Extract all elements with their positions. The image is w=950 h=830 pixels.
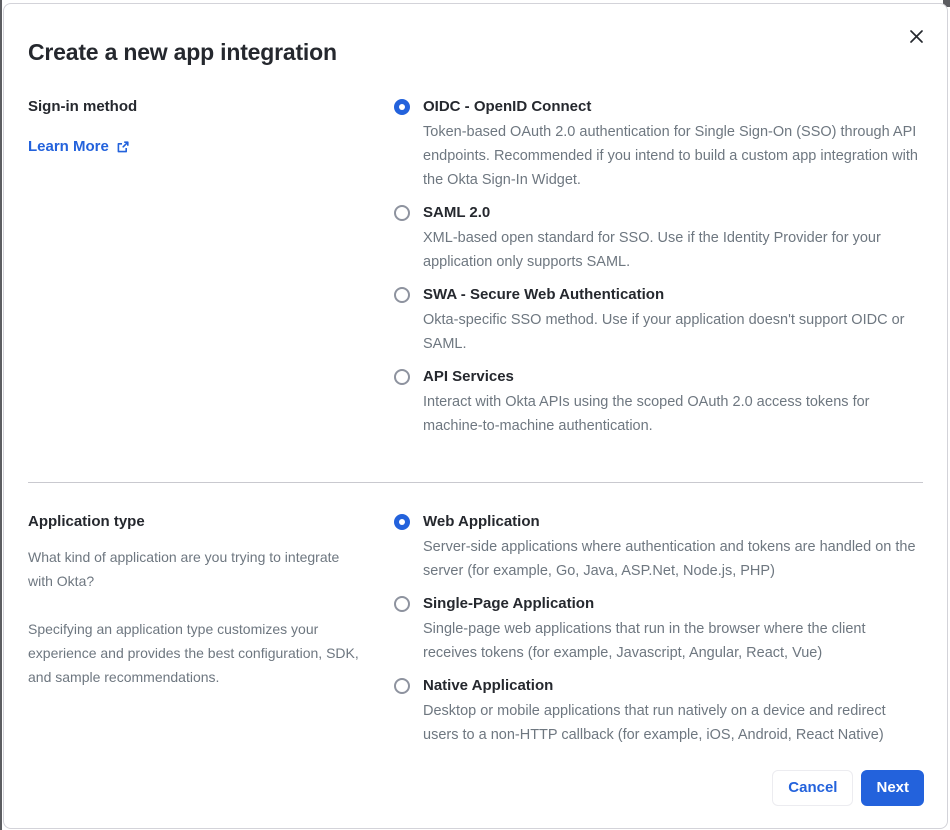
option-description: Single-page web applications that run in the browser where the client receives tokens (for example, Javascript, Angular, React, Vue) bbox=[423, 621, 866, 661]
radio-native-application[interactable] bbox=[394, 678, 410, 694]
signin-option-oidc[interactable] bbox=[394, 96, 923, 192]
option-description: Interact with Okta APIs using the scoped OAuth 2.0 access tokens for machine-to-machine authentication. bbox=[423, 394, 870, 434]
application-type-heading: Application type bbox=[28, 513, 145, 530]
option-description: Desktop or mobile applications that run natively on a device and redirect users to a non-HTTP callback (for example, iOS, Android, React Native) bbox=[423, 703, 886, 743]
learn-more-link[interactable] bbox=[28, 138, 130, 155]
section-divider bbox=[28, 482, 923, 483]
signin-option-saml[interactable] bbox=[394, 202, 923, 274]
signin-option-swa[interactable] bbox=[394, 284, 923, 356]
next-button[interactable]: Next bbox=[861, 770, 924, 806]
signin-method-heading: Sign-in method bbox=[28, 98, 138, 115]
application-type-paragraph-1: What kind of application are you trying to integrate with Okta? bbox=[28, 549, 340, 589]
option-label[interactable]: SAML 2.0 bbox=[423, 204, 491, 221]
external-link-icon bbox=[116, 140, 130, 154]
option-label[interactable]: OIDC - OpenID Connect bbox=[423, 98, 592, 115]
option-label[interactable]: Native Application bbox=[423, 677, 554, 694]
dialog-title: Create a new app integration bbox=[28, 39, 337, 65]
option-label[interactable]: Single-Page Application bbox=[423, 595, 595, 612]
option-description: XML-based open standard for SSO. Use if the Identity Provider for your application only supports SAML. bbox=[423, 230, 881, 270]
application-type-section bbox=[28, 511, 923, 747]
application-type-paragraph-2: Specifying an application type customizes your experience and provides the best configuration, SDK, and sample recommendations. bbox=[28, 621, 359, 685]
background-overlay-edge bbox=[0, 0, 2, 830]
create-app-integration-dialog bbox=[3, 3, 948, 829]
option-label[interactable]: SWA - Secure Web Authentication bbox=[423, 286, 665, 303]
close-button[interactable] bbox=[904, 24, 928, 48]
signin-option-api-services[interactable] bbox=[394, 366, 923, 438]
radio-api-services[interactable] bbox=[394, 369, 410, 385]
radio-web-application[interactable] bbox=[394, 514, 410, 530]
dialog-footer bbox=[772, 770, 924, 806]
cancel-button[interactable]: Cancel bbox=[772, 770, 853, 806]
option-label[interactable]: API Services bbox=[423, 368, 514, 385]
apptype-option-web[interactable] bbox=[394, 511, 923, 583]
radio-swa[interactable] bbox=[394, 287, 410, 303]
apptype-option-native[interactable] bbox=[394, 675, 923, 747]
radio-single-page-application[interactable] bbox=[394, 596, 410, 612]
signin-method-section bbox=[28, 96, 923, 438]
radio-saml[interactable] bbox=[394, 205, 410, 221]
apptype-option-spa[interactable] bbox=[394, 593, 923, 665]
close-icon bbox=[909, 29, 924, 44]
radio-oidc[interactable] bbox=[394, 99, 410, 115]
option-description: Server-side applications where authentication and tokens are handled on the server (for example, Go, Java, ASP.Net, Node.js, PHP) bbox=[423, 539, 916, 579]
option-label[interactable]: Web Application bbox=[423, 513, 540, 530]
option-description: Token-based OAuth 2.0 authentication for Single Sign-On (SSO) through API endpoints. Recommended if you intend to build a custom app integration with the Okta Sign-In Widget. bbox=[423, 124, 918, 188]
learn-more-label: Learn More bbox=[28, 138, 109, 155]
option-description: Okta-specific SSO method. Use if your application doesn't support OIDC or SAML. bbox=[423, 312, 905, 352]
